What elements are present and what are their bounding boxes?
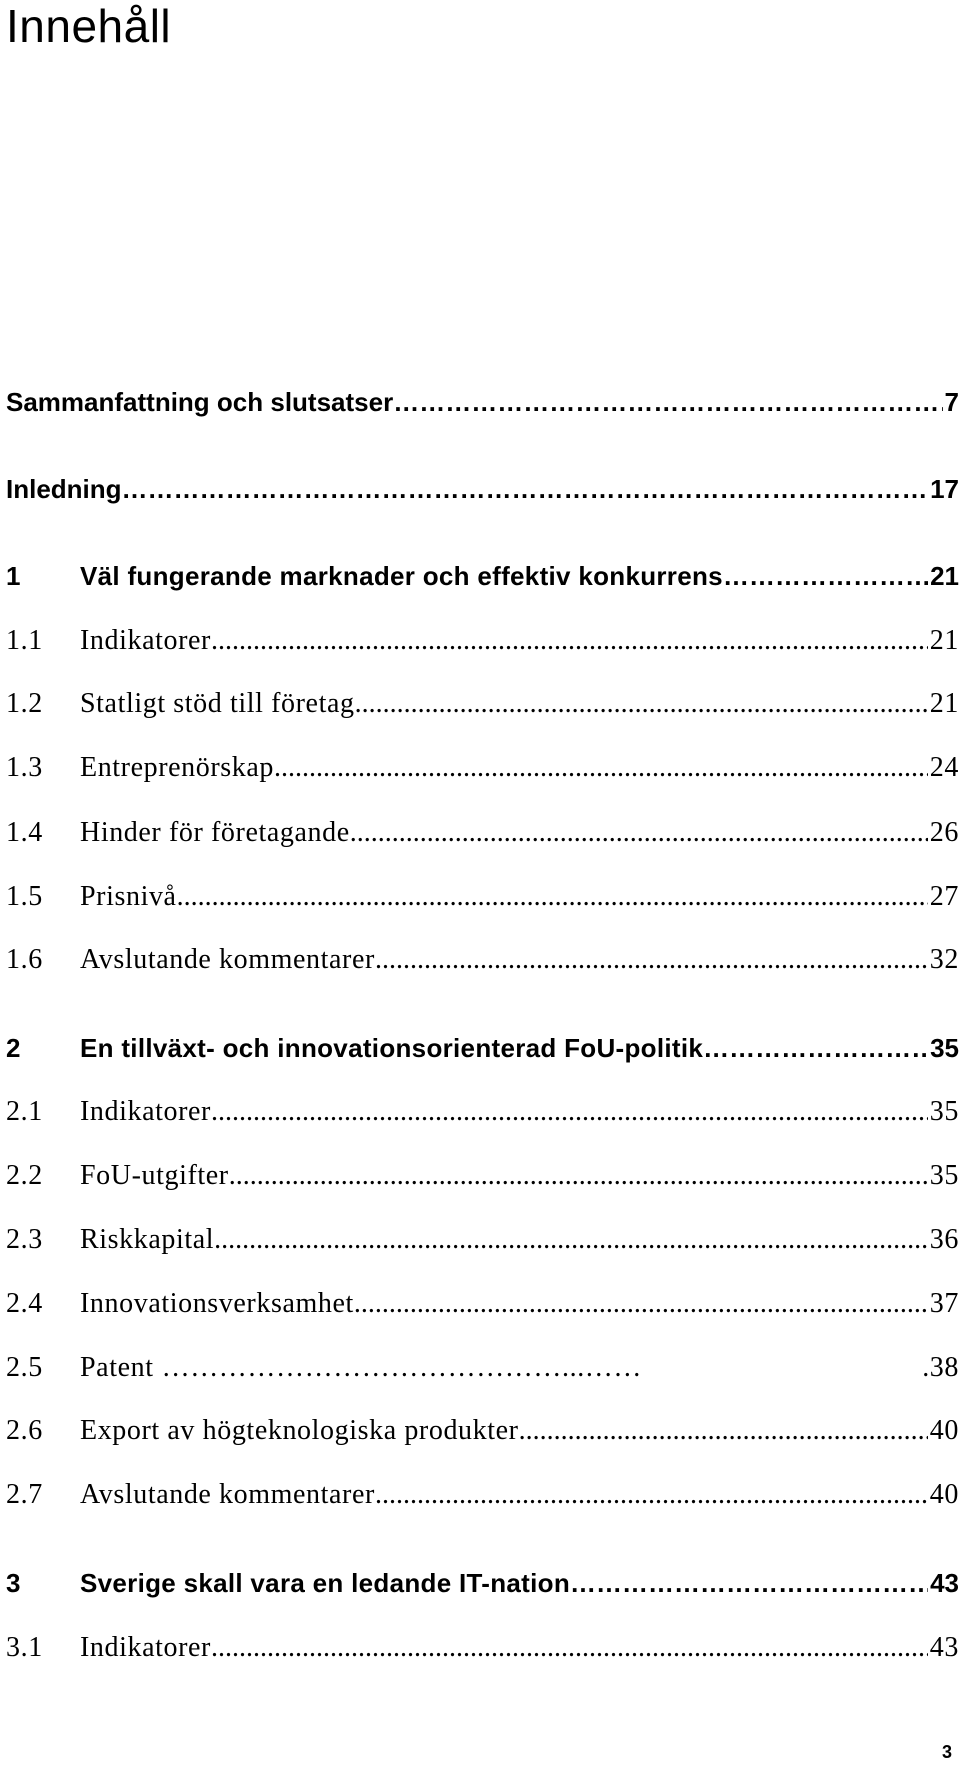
toc-leader-dots xyxy=(375,1479,928,1511)
toc-leader-dots xyxy=(350,817,928,849)
toc-leader-dots xyxy=(354,1288,928,1320)
toc-leader-dots xyxy=(214,1224,928,1256)
toc-entry-label: Sverige skall vara en ledande IT-nation xyxy=(80,1568,570,1598)
toc-entry-2-5[interactable] xyxy=(6,1340,959,1384)
toc-entry-label: Avslutande kommentarer xyxy=(80,944,375,975)
toc-entry-label: Hinder för företagande xyxy=(80,817,350,848)
toc-entry-2-7[interactable] xyxy=(6,1467,959,1511)
toc-entry-2-4[interactable] xyxy=(6,1276,959,1320)
toc-entry-2-1[interactable] xyxy=(6,1084,959,1128)
toc-entry-page: 27 xyxy=(929,881,959,912)
toc-entry-page: 43 xyxy=(930,1568,959,1598)
toc-leader-dots xyxy=(355,688,928,720)
toc-entry-number: 3 xyxy=(6,1568,21,1598)
toc-entry-number: 1.6 xyxy=(6,944,43,975)
toc-entry-1-5[interactable] xyxy=(6,869,959,913)
toc-entry-2-2[interactable] xyxy=(6,1148,959,1192)
toc-entry-chapter-2[interactable] xyxy=(6,1020,959,1064)
toc-entry-label: Entreprenörskap xyxy=(80,752,275,783)
toc-leader-dots xyxy=(393,387,942,418)
toc-entry-page: .38 xyxy=(922,1352,959,1383)
toc-leader-dots xyxy=(211,1096,928,1128)
toc-entry-number: 2.7 xyxy=(6,1479,43,1510)
toc-entry-page: 36 xyxy=(929,1224,959,1255)
toc-leader-dots xyxy=(375,944,928,976)
toc-entry-chapter-3[interactable] xyxy=(6,1555,959,1599)
toc-entry-label: Riskkapital xyxy=(80,1224,215,1255)
toc-entry-number: 2.1 xyxy=(6,1096,43,1127)
toc-entry-label: Innovationsverksamhet xyxy=(80,1288,354,1319)
toc-leader-dots xyxy=(274,752,928,784)
toc-entry-number: 1.1 xyxy=(6,625,43,656)
page-title: Innehåll xyxy=(6,0,172,52)
toc-entry-number: 2 xyxy=(6,1033,21,1063)
toc-leader-dots xyxy=(723,561,928,592)
toc-entry-introduction[interactable] xyxy=(6,461,959,505)
toc-entry-label: Indikatorer xyxy=(80,1632,211,1663)
toc-leader-dots: ……………………………………...…… xyxy=(161,1352,642,1383)
toc-entry-1-2[interactable] xyxy=(6,676,959,720)
toc-entry-number: 1 xyxy=(6,561,21,591)
toc-entry-2-3[interactable] xyxy=(6,1212,959,1256)
toc-entry-number: 2.2 xyxy=(6,1160,43,1191)
toc-entry-page: 35 xyxy=(929,1096,959,1127)
toc-entry-page: 7 xyxy=(944,387,959,417)
toc-entry-1-6[interactable] xyxy=(6,932,959,976)
toc-entry-number: 1.5 xyxy=(6,881,43,912)
toc-entry-page: 26 xyxy=(929,817,959,848)
toc-entry-label: Väl fungerande marknader och effektiv konkurrens xyxy=(80,561,723,591)
toc-entry-3-1[interactable] xyxy=(6,1620,959,1664)
toc-entry-label: Avslutande kommentarer xyxy=(80,1479,375,1510)
toc-entry-label: Inledning xyxy=(6,474,122,504)
toc-entry-1-3[interactable] xyxy=(6,740,959,784)
toc-entry-label: En tillväxt- och innovationsorienterad FoU-politik xyxy=(80,1033,704,1063)
toc-entry-page: 24 xyxy=(929,752,959,783)
toc-entry-label: Sammanfattning och slutsatser xyxy=(6,387,394,417)
toc-entry-number: 1.2 xyxy=(6,688,43,719)
toc-entry-page: 32 xyxy=(929,944,959,975)
toc-entry-1-4[interactable] xyxy=(6,805,959,849)
page-number: 3 xyxy=(941,1742,952,1762)
toc-entry-number: 2.4 xyxy=(6,1288,43,1319)
toc-entry-page: 35 xyxy=(929,1160,959,1191)
toc-leader-dots xyxy=(177,881,928,913)
toc-entry-summary[interactable] xyxy=(6,374,959,418)
toc-entry-label: FoU-utgifter xyxy=(80,1160,229,1191)
toc-entry-1-1[interactable] xyxy=(6,613,959,657)
toc-leader-dots xyxy=(519,1415,928,1447)
toc-entry-number: 3.1 xyxy=(6,1632,43,1663)
toc-entry-number: 1.3 xyxy=(6,752,43,783)
toc-entry-page: 17 xyxy=(930,474,959,504)
toc-leader-dots xyxy=(570,1568,928,1599)
toc-entry-number: 2.3 xyxy=(6,1224,43,1255)
toc-entry-page: 40 xyxy=(929,1479,959,1510)
toc-entry-number: 2.6 xyxy=(6,1415,43,1446)
toc-entry-label: Indikatorer xyxy=(80,1096,211,1127)
toc-entry-label: Indikatorer xyxy=(80,625,211,656)
toc-leader-dots xyxy=(211,625,928,657)
toc-leader-dots xyxy=(211,1632,928,1664)
toc-entry-page: 21 xyxy=(930,561,959,591)
toc-entry-page: 21 xyxy=(929,625,959,656)
toc-entry-label: Patent xyxy=(80,1352,154,1383)
toc-entry-label: Statligt stöd till företag xyxy=(80,688,355,719)
toc-entry-number: 2.5 xyxy=(6,1352,43,1383)
toc-entry-page: 21 xyxy=(929,688,959,719)
toc-entry-number: 1.4 xyxy=(6,817,43,848)
toc-entry-2-6[interactable] xyxy=(6,1403,959,1447)
toc-entry-page: 35 xyxy=(930,1033,959,1063)
toc-entry-page: 43 xyxy=(929,1632,959,1663)
toc-entry-page: 37 xyxy=(929,1288,959,1319)
toc-entry-chapter-1[interactable] xyxy=(6,548,959,592)
toc-leader-dots xyxy=(229,1160,928,1192)
toc-leader-dots xyxy=(703,1033,928,1064)
toc-entry-label: Prisnivå xyxy=(80,881,177,912)
toc-leader-dots xyxy=(122,474,929,505)
toc-entry-label: Export av högteknologiska produkter xyxy=(80,1415,519,1446)
toc-entry-page: 40 xyxy=(929,1415,959,1446)
